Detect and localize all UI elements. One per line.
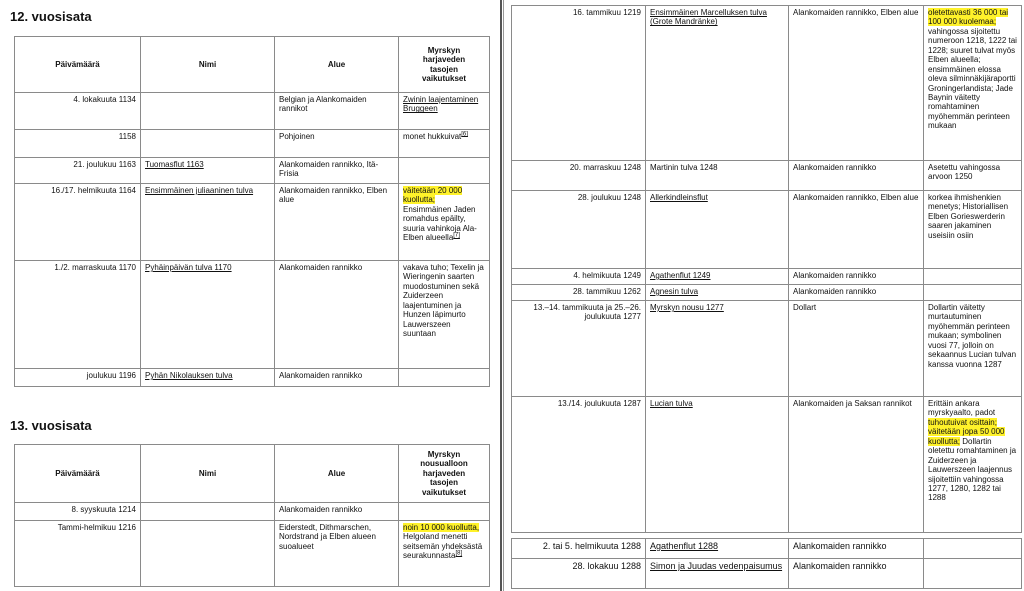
flood-name-link[interactable]: Ensimmäinen juliaaninen tulva	[145, 186, 254, 195]
row-name: Martinin tulva 1248	[646, 161, 789, 191]
flood-name-link[interactable]: Myrskyn nousu 1277	[650, 303, 724, 312]
flood-name-link[interactable]: Agathenflut 1249	[650, 271, 711, 280]
row-area: Alankomaiden rannikko	[789, 559, 924, 589]
column-header-date: Päivämäärä	[15, 445, 141, 503]
impact-text: monet hukkuivat	[403, 132, 462, 141]
row-impact: Dollartin väitetty murtautuminen myöhemmän perinteen mukaan; symbolinen vuosi 77, jolloin on sekaannus Lucian tulvan kanssa vuonna 1287	[924, 301, 1022, 397]
table-row	[512, 285, 1022, 301]
impact-text: Dollartin oletettu romahtaminen ja Zuiderzeen ja Lauwerszeen laajennus sijoitettiin vahingossa 1277, 1280, 1282 tai 1288	[928, 436, 1017, 503]
row-impact	[399, 158, 490, 184]
row-impact	[924, 539, 1022, 559]
row-impact	[924, 559, 1022, 589]
row-date: 28. joulukuu 1248	[512, 191, 646, 269]
row-area: Alankomaiden rannikko, Itä-Frisia	[275, 158, 399, 184]
impact-text: Helgoland menetti seitsemän yhdeksästä seurakunnasta	[403, 532, 483, 561]
century-13-continued-table	[511, 5, 1022, 533]
row-date: 2. tai 5. helmikuuta 1288	[512, 539, 646, 559]
table-row	[15, 130, 490, 158]
column-header-name: Nimi	[141, 37, 275, 93]
column-header-impact: Myrskyn nousualloon harjaveden tasojen vaikutukset	[399, 445, 490, 503]
row-impact	[399, 130, 490, 158]
table-header-row	[15, 445, 490, 503]
row-name	[141, 130, 275, 158]
row-area: Pohjoinen	[275, 130, 399, 158]
column-header-date: Päivämäärä	[15, 37, 141, 93]
row-name	[646, 191, 789, 269]
row-impact	[924, 269, 1022, 285]
table-row	[15, 93, 490, 130]
row-area: Alankomaiden rannikko	[275, 503, 399, 521]
highlighted-casualties: tuhoutuivat osittain; väitetään jopa 50 000 kuollutta;	[928, 417, 1005, 446]
flood-name-link[interactable]: Lucian tulva	[650, 399, 693, 408]
row-area: Eiderstedt, Dithmarschen, Nordstrand ja Elben alueen suoalueet	[275, 521, 399, 587]
row-name	[646, 539, 789, 559]
row-area: Alankomaiden rannikko, Elben alue	[275, 184, 399, 261]
column-header-area: Alue	[275, 445, 399, 503]
flood-name-link[interactable]: Tuomasflut 1163	[145, 160, 204, 169]
row-date: 13.–14. tammikuuta ja 25.–26. joulukuuta 1277	[512, 301, 646, 397]
row-date: joulukuu 1196	[15, 369, 141, 387]
table-row	[512, 559, 1022, 589]
row-area: Dollart	[789, 301, 924, 397]
row-date: 4. lokakuuta 1134	[15, 93, 141, 130]
table-row	[15, 521, 490, 587]
table-row	[512, 269, 1022, 285]
row-impact	[399, 503, 490, 521]
flood-name-link[interactable]: Pyhäinpäivän tulva 1170	[145, 263, 232, 272]
highlighted-casualties: oletettavasti 36 000 tai 100 000 kuolemaa;	[928, 8, 1009, 27]
table-row	[512, 301, 1022, 397]
row-date: 20. marraskuu 1248	[512, 161, 646, 191]
flood-name-link[interactable]: Pyhän Nikolauksen tulva	[145, 371, 233, 380]
row-impact	[924, 285, 1022, 301]
row-name	[141, 503, 275, 521]
row-date: 28. lokakuu 1288	[512, 559, 646, 589]
century-12-heading: 12. vuosisata	[10, 9, 92, 24]
row-name	[141, 93, 275, 130]
table-row	[512, 161, 1022, 191]
row-date: 16. tammikuu 1219	[512, 6, 646, 161]
citation-link[interactable]: [6]	[461, 131, 468, 138]
row-area: Belgian ja Alankomaiden rannikot	[275, 93, 399, 130]
table-row	[15, 261, 490, 369]
table-row	[15, 184, 490, 261]
row-area: Alankomaiden rannikko, Elben alue	[789, 191, 924, 269]
table-row	[512, 6, 1022, 161]
column-header-name: Nimi	[141, 445, 275, 503]
row-name	[141, 521, 275, 587]
table-row	[15, 369, 490, 387]
row-impact	[924, 397, 1022, 533]
row-area: Alankomaiden rannikko	[789, 269, 924, 285]
column-header-impact: Myrskyn harjaveden tasojen vaikutukset	[399, 37, 490, 93]
row-impact	[399, 369, 490, 387]
flood-name-link[interactable]: Agnesin tulva	[650, 287, 699, 296]
row-name	[646, 397, 789, 533]
row-date: 4. helmikuuta 1249	[512, 269, 646, 285]
row-area: Alankomaiden rannikko	[275, 261, 399, 369]
left-page-panel	[0, 0, 502, 591]
flood-name-link[interactable]: Agathenflut 1288	[650, 541, 719, 551]
impact-text: Erittäin ankara myrskyaalto, padot	[928, 399, 996, 418]
row-date: 28. tammikuu 1262	[512, 285, 646, 301]
row-impact: Asetettu vahingossa arvoon 1250	[924, 161, 1022, 191]
row-impact: korkea ihmishenkien menetys; Historiallisen Elben Gorieswerderin saaren jakaminen useisiin osiin	[924, 191, 1022, 269]
row-name	[646, 301, 789, 397]
row-name	[141, 184, 275, 261]
row-date: 1./2. marraskuuta 1170	[15, 261, 141, 369]
row-area: Alankomaiden rannikko	[789, 539, 924, 559]
highlighted-casualties: väitetään 20 000 kuollutta;	[403, 186, 463, 205]
row-impact	[399, 184, 490, 261]
row-impact	[399, 93, 490, 130]
row-impact: vakava tuho; Texelin ja Wieringenin saarten muodostuminen sekä Zuiderzeen laajentuminen ja Hunzen läpimurto Lauwerszeen suuntaan	[399, 261, 490, 369]
row-date: 1158	[15, 130, 141, 158]
citation-link[interactable]: [8]	[455, 550, 463, 557]
row-name	[141, 369, 275, 387]
row-date: 16./17. helmikuuta 1164	[15, 184, 141, 261]
impact-link[interactable]: Zwinin laajentaminen Bruggeen	[403, 95, 479, 114]
row-area: Alankomaiden rannikko	[275, 369, 399, 387]
row-name	[141, 158, 275, 184]
row-date: 8. syyskuuta 1214	[15, 503, 141, 521]
row-date: 21. joulukuu 1163	[15, 158, 141, 184]
table-row	[15, 158, 490, 184]
table-row	[15, 503, 490, 521]
flood-name-link[interactable]: Ensimmäinen Marcelluksen tulva (Grote Mandränke)	[650, 8, 767, 27]
table-row	[512, 191, 1022, 269]
flood-name-link[interactable]: Allerkindleinsflut	[650, 193, 708, 202]
century-13-table	[14, 444, 490, 587]
row-name	[646, 559, 789, 589]
row-area: Alankomaiden rannikko	[789, 161, 924, 191]
right-page-panel	[503, 0, 1024, 591]
table-row	[512, 397, 1022, 533]
row-date: Tammi-helmikuu 1216	[15, 521, 141, 587]
century-13-heading: 13. vuosisata	[10, 418, 92, 433]
flood-name-link[interactable]: Simon ja Juudas vedenpaisumus	[650, 561, 783, 571]
citation-link[interactable]: [7]	[453, 232, 460, 239]
row-impact	[399, 521, 490, 587]
table-header-row	[15, 37, 490, 93]
row-name	[646, 269, 789, 285]
row-name	[646, 6, 789, 161]
row-name	[646, 285, 789, 301]
impact-text: vahingossa sijoitettu numeroon 1218, 1222 tai 1228; suuret tulvat myös Elben alueella; ensimmäinen elossa oleva silminnäkijäraportti Groningerlandista; Jade Baynin väitetty romahtaminen myöhemmän perinteen mukaan	[928, 26, 1017, 131]
century-12-table	[14, 36, 490, 387]
row-name	[141, 261, 275, 369]
row-date: 13./14. joulukuuta 1287	[512, 397, 646, 533]
century-13-extra-rows	[511, 538, 1022, 589]
impact-text: Ensimmäinen Jaden romahdus epäilty, suuria vahinkoja Ala-Elben alueella	[403, 204, 477, 243]
highlighted-casualties: noin 10 000 kuollutta,	[403, 523, 480, 532]
row-area: Alankomaiden ja Saksan rannikot	[789, 397, 924, 533]
column-header-area: Alue	[275, 37, 399, 93]
row-area: Alankomaiden rannikko, Elben alue	[789, 6, 924, 161]
row-impact	[924, 6, 1022, 161]
row-area: Alankomaiden rannikko	[789, 285, 924, 301]
table-row	[512, 539, 1022, 559]
